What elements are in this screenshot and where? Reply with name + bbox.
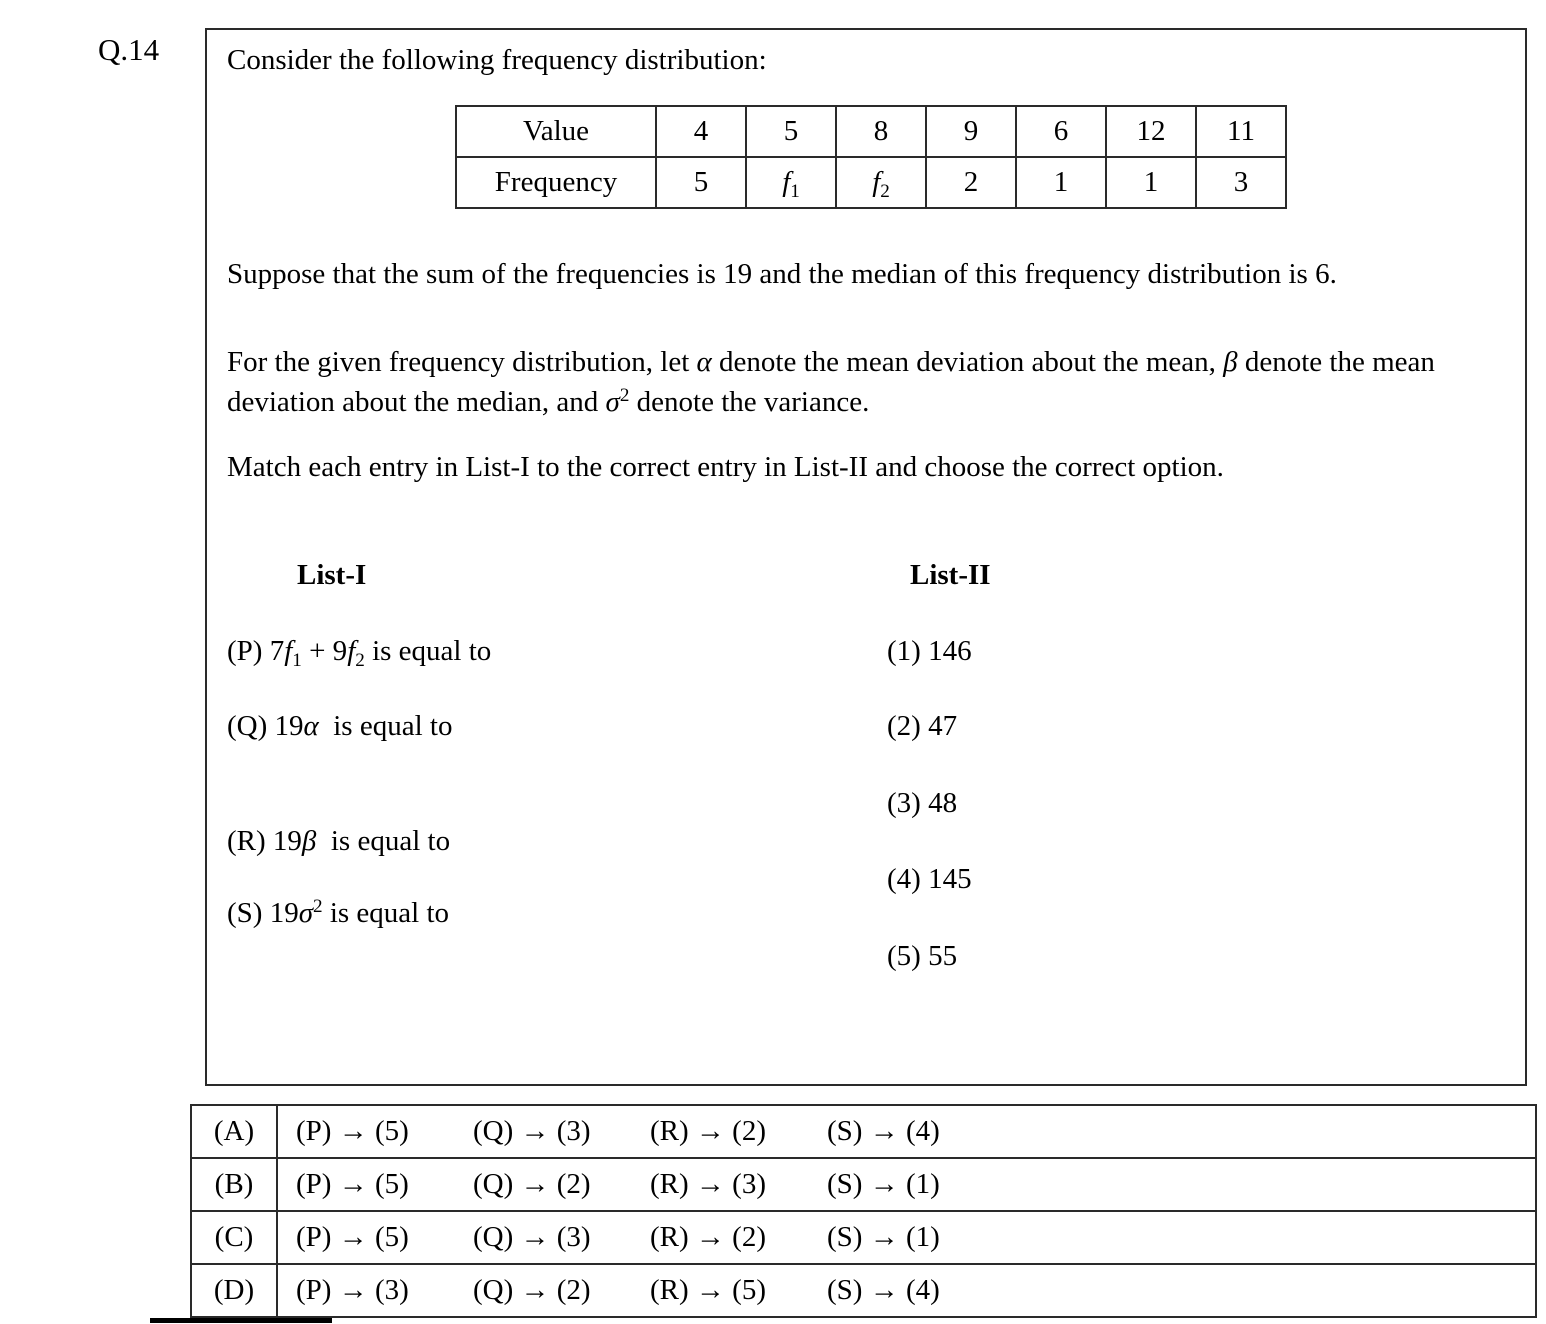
frequency-cell: 1 bbox=[1016, 157, 1106, 208]
mapping-q: (Q) → (2) bbox=[473, 1168, 591, 1200]
paragraph-sum-median: Suppose that the sum of the frequencies is 19 and the median of this frequency distribution is 6. bbox=[227, 258, 1337, 290]
option-label: (B) bbox=[191, 1158, 277, 1211]
math-sigma: σ bbox=[605, 386, 620, 418]
frequency-cell-f1 bbox=[746, 157, 836, 208]
option-row-d bbox=[191, 1264, 1536, 1317]
value-row-label: Value bbox=[456, 106, 656, 157]
paragraph-match-instruction: Match each entry in List-I to the correct entry in List-II and choose the correct option. bbox=[227, 451, 1224, 483]
list1-header: List-I bbox=[297, 559, 367, 591]
math-beta: β bbox=[1223, 346, 1238, 378]
mapping-r: (R) → (2) bbox=[650, 1115, 766, 1147]
text: is equal to bbox=[316, 825, 451, 857]
math-alpha: α bbox=[303, 710, 319, 742]
frequency-row bbox=[456, 157, 1286, 208]
list2-item-5: (5) 55 bbox=[887, 940, 958, 972]
math-sigma-exp: 2 bbox=[619, 385, 630, 406]
math-f2-sub: 2 bbox=[355, 650, 365, 671]
list2-item-2: (2) 47 bbox=[887, 710, 958, 742]
frequency-cell-f2 bbox=[836, 157, 926, 208]
option-label: (A) bbox=[191, 1105, 277, 1158]
value-cell: 11 bbox=[1196, 106, 1286, 157]
frequency-row-label: Frequency bbox=[456, 157, 656, 208]
list2-header: List-II bbox=[910, 559, 991, 591]
mapping-q: (Q) → (3) bbox=[473, 1115, 591, 1147]
text: denote the mean deviation about the mean, bbox=[711, 346, 1224, 378]
frequency-cell: 3 bbox=[1196, 157, 1286, 208]
list1-item-p bbox=[227, 635, 492, 671]
math-f1-sub: 1 bbox=[292, 650, 302, 671]
option-label: (C) bbox=[191, 1211, 277, 1264]
mapping-q: (Q) → (3) bbox=[473, 1221, 591, 1253]
answer-options-table bbox=[190, 1104, 1537, 1318]
math-f2: f bbox=[347, 635, 356, 667]
mapping-r: (R) → (5) bbox=[650, 1274, 766, 1306]
option-row-a bbox=[191, 1105, 1536, 1158]
page-edge-fragment bbox=[150, 1318, 332, 1323]
text: (P) 7 bbox=[227, 635, 285, 667]
math-f2: f bbox=[872, 166, 881, 198]
mapping-p: (P) → (3) bbox=[296, 1274, 409, 1306]
mapping-s: (S) → (4) bbox=[827, 1115, 940, 1147]
value-cell: 6 bbox=[1016, 106, 1106, 157]
math-sigma-exp: 2 bbox=[313, 896, 323, 917]
math-beta: β bbox=[301, 825, 317, 857]
text: is equal to bbox=[318, 710, 453, 742]
math-f1-sub: 1 bbox=[790, 181, 800, 202]
option-mappings bbox=[277, 1264, 1536, 1317]
value-cell: 9 bbox=[926, 106, 1016, 157]
option-row-b bbox=[191, 1158, 1536, 1211]
mapping-p: (P) → (5) bbox=[296, 1168, 409, 1200]
option-mappings bbox=[277, 1158, 1536, 1211]
mapping-q: (Q) → (2) bbox=[473, 1274, 591, 1306]
text: (Q) 19 bbox=[227, 710, 304, 742]
mapping-s: (S) → (1) bbox=[827, 1221, 940, 1253]
question-intro: Consider the following frequency distribution: bbox=[227, 44, 767, 76]
option-row-c bbox=[191, 1211, 1536, 1264]
frequency-cell: 2 bbox=[926, 157, 1016, 208]
list2-item-4: (4) 145 bbox=[887, 863, 972, 895]
frequency-table bbox=[455, 105, 1287, 209]
frequency-cell: 1 bbox=[1106, 157, 1196, 208]
frequency-cell: 5 bbox=[656, 157, 746, 208]
question-box bbox=[205, 28, 1527, 1086]
list1-item-r bbox=[227, 825, 450, 858]
math-f1: f bbox=[782, 166, 791, 198]
mapping-p: (P) → (5) bbox=[296, 1221, 409, 1253]
value-cell: 4 bbox=[656, 106, 746, 157]
option-mappings bbox=[277, 1211, 1536, 1264]
mapping-p: (P) → (5) bbox=[296, 1115, 409, 1147]
text: (R) 19 bbox=[227, 825, 302, 857]
option-mappings bbox=[277, 1105, 1536, 1158]
text: is equal to bbox=[322, 897, 450, 929]
text: + 9 bbox=[301, 635, 348, 667]
list2-item-3: (3) 48 bbox=[887, 787, 958, 819]
list1-item-q bbox=[227, 710, 452, 743]
paragraph-definitions bbox=[227, 342, 1495, 422]
math-f2-sub: 2 bbox=[880, 181, 890, 202]
option-label: (D) bbox=[191, 1264, 277, 1317]
mapping-r: (R) → (2) bbox=[650, 1221, 766, 1253]
text: denote the variance. bbox=[629, 386, 870, 418]
text: is equal to bbox=[364, 635, 492, 667]
math-sigma: σ bbox=[298, 897, 314, 929]
mapping-s: (S) → (1) bbox=[827, 1168, 940, 1200]
mapping-r: (R) → (3) bbox=[650, 1168, 766, 1200]
value-cell: 5 bbox=[746, 106, 836, 157]
math-alpha: α bbox=[696, 346, 712, 378]
value-cell: 12 bbox=[1106, 106, 1196, 157]
math-f1: f bbox=[284, 635, 293, 667]
value-row bbox=[456, 106, 1286, 157]
text: denote the mean deviation about the median, and bbox=[227, 346, 1435, 418]
question-number: Q.14 bbox=[98, 32, 160, 67]
mapping-s: (S) → (4) bbox=[827, 1274, 940, 1306]
value-cell: 8 bbox=[836, 106, 926, 157]
text: (S) 19 bbox=[227, 897, 299, 929]
text: For the given frequency distribution, let bbox=[227, 346, 697, 378]
list2-item-1: (1) 146 bbox=[887, 635, 972, 667]
list1-item-s bbox=[227, 897, 449, 930]
